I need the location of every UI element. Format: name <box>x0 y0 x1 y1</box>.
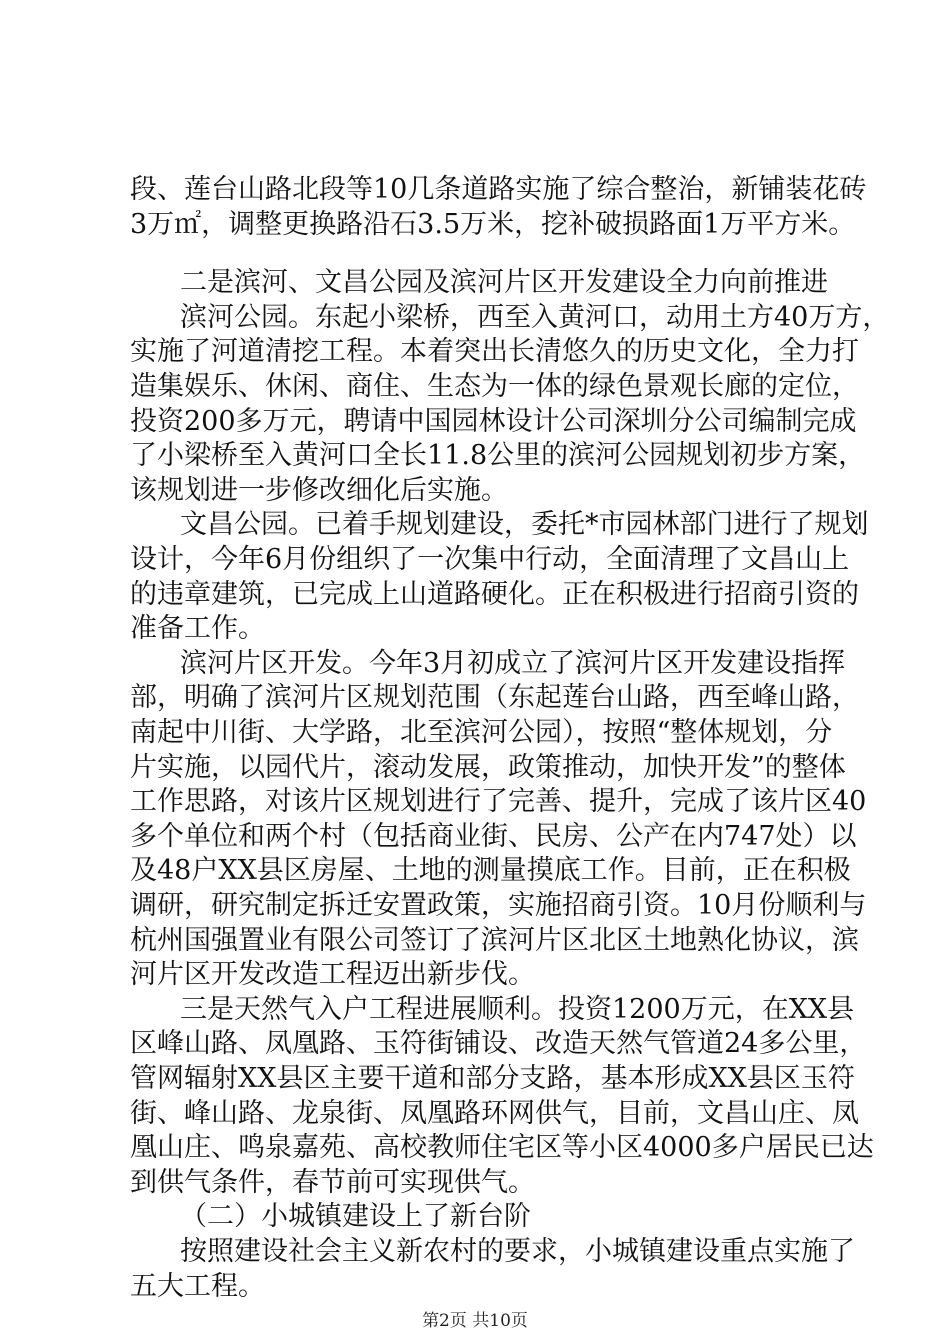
text-line: 造集娱乐、休闲、商住、生态为一体的绿色景观长廊的定位， <box>130 371 859 402</box>
section-heading: （二）小城镇建设上了新台阶 <box>180 1201 531 1232</box>
text-line: 街、峰山路、龙泉街、凤凰路环网供气，目前，文昌山庄、凤 <box>130 1098 859 1129</box>
text-line: 滨河片区开发。今年3月初成立了滨河片区开发建设指挥 <box>180 648 846 679</box>
text-line: 及48户XX县区房屋、土地的测量摸底工作。目前，正在积极 <box>130 855 851 886</box>
text-line: 3万㎡，调整更换路沿石3.5万米，挖补破损路面1万平方米。 <box>130 209 856 240</box>
text-line: 到供气条件，春节前可实现供气。 <box>130 1167 535 1198</box>
text-line: 多个单位和两个村（包括商业街、民房、公产在内747处）以 <box>130 821 857 852</box>
text-line: 五大工程。 <box>130 1271 265 1302</box>
text-line: 凰山庄、鸣泉嘉苑、高校教师住宅区等小区4000多户居民已达 <box>130 1132 874 1163</box>
text-line: 区峰山路、凤凰路、玉符街铺设、改造天然气管道24多公里， <box>130 1028 867 1059</box>
text-line: 设计，今年6月份组织了一次集中行动，全面清理了文昌山上 <box>130 544 850 575</box>
text-line: 投资200多万元，聘请中国园林设计公司深圳分公司编制完成 <box>130 406 857 437</box>
text-line: 文昌公园。已着手规划建设，委托*市园林部门进行了规划 <box>180 509 869 540</box>
text-line: 了小梁桥至入黄河口全长11.8公里的滨河公园规划初步方案， <box>130 440 866 471</box>
text-line: 准备工作。 <box>130 613 265 644</box>
text-line: 三是天然气入户工程进展顺利。投资1200万元，在XX县 <box>180 994 855 1025</box>
text-line: 调研，研究制定拆迁安置政策，实施招商引资。10月份顺利与 <box>130 890 867 921</box>
text-line: 部，明确了滨河片区规划范围（东起莲台山路，西至峰山路， <box>130 682 859 713</box>
text-line: 段、莲台山路北段等10几条道路实施了综合整治，新铺装花砖 <box>130 174 867 205</box>
text-line: 实施了河道清挖工程。本着突出长清悠久的历史文化，全力打 <box>130 336 859 367</box>
text-line: 杭州国强置业有限公司签订了滨河片区北区土地熟化协议，滨 <box>130 925 859 956</box>
text-line: 南起中川街、大学路，北至滨河公园），按照“整体规划，分 <box>130 717 833 748</box>
text-line: 该规划进一步修改细化后实施。 <box>130 475 508 506</box>
text-line: 河片区开发改造工程迈出新步伐。 <box>130 959 535 990</box>
text-line: 按照建设社会主义新农村的要求，小城镇建设重点实施了 <box>180 1236 855 1267</box>
text-line: 管网辐射XX县区主要干道和部分支路，基本形成XX县区玉符 <box>130 1063 855 1094</box>
section-heading: 二是滨河、文昌公园及滨河片区开发建设全力向前推进 <box>180 267 828 298</box>
page-number-footer: 第2页 共10页 <box>422 1311 528 1331</box>
text-line: 工作思路，对该片区规划进行了完善、提升，完成了该片区40 <box>130 786 867 817</box>
text-line: 的违章建筑，已完成上山道路硬化。正在积极进行招商引资的 <box>130 579 859 610</box>
text-line: 滨河公园。东起小梁桥，西至入黄河口，动用土方40万方， <box>180 302 890 333</box>
text-line: 片实施，以园代片，滚动发展，政策推动，加快开发”的整体 <box>130 752 846 783</box>
